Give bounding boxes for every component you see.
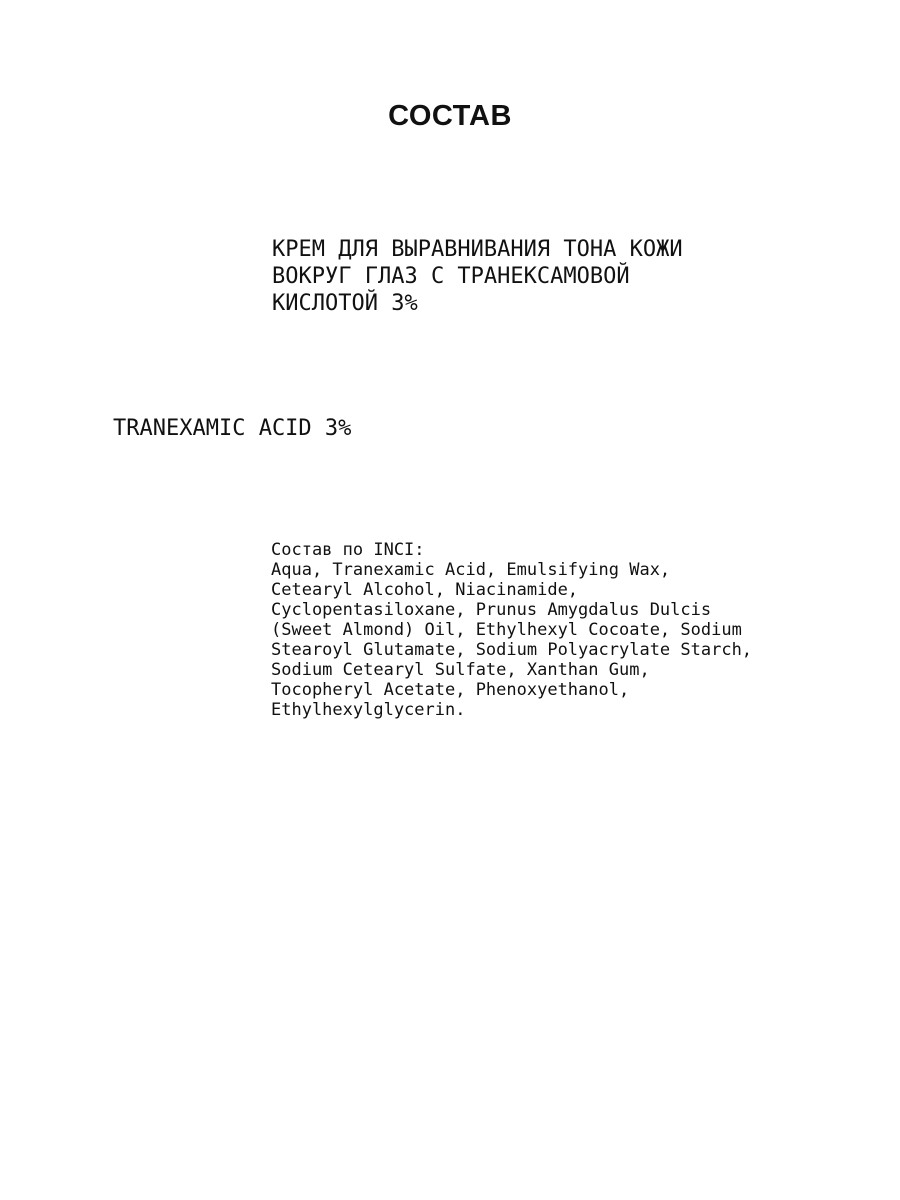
inci-line: Tocopheryl Acetate, Phenoxyethanol, bbox=[271, 680, 630, 700]
inci-line: Aqua, Tranexamic Acid, Emulsifying Wax, bbox=[271, 560, 671, 580]
inci-ingredients bbox=[271, 540, 871, 720]
inci-line: Cetearyl Alcohol, Niacinamide, bbox=[271, 580, 579, 600]
product-name bbox=[272, 236, 872, 317]
inci-heading: Состав по INCI: bbox=[271, 540, 425, 560]
inci-line: Cyclopentasiloxane, Prunus Amygdalus Dulcis bbox=[271, 600, 712, 620]
active-ingredient: TRANEXAMIC ACID 3% bbox=[113, 416, 352, 441]
inci-line: (Sweet Almond) Oil, Ethylhexyl Cocoate, Sodium bbox=[271, 620, 742, 640]
product-name-line: КРЕМ ДЛЯ ВЫРАВНИВАНИЯ ТОНА КОЖИ bbox=[272, 237, 683, 262]
inci-line: Stearoyl Glutamate, Sodium Polyacrylate Starch, bbox=[271, 640, 753, 660]
inci-line: Ethylhexylglycerin. bbox=[271, 700, 466, 720]
product-name-line: КИСЛОТОЙ 3% bbox=[272, 291, 418, 316]
inci-line: Sodium Cetearyl Sulfate, Xanthan Gum, bbox=[271, 660, 650, 680]
page-title: СОСТАВ bbox=[388, 100, 512, 132]
product-name-line: ВОКРУГ ГЛАЗ С ТРАНЕКСАМОВОЙ bbox=[272, 264, 630, 289]
